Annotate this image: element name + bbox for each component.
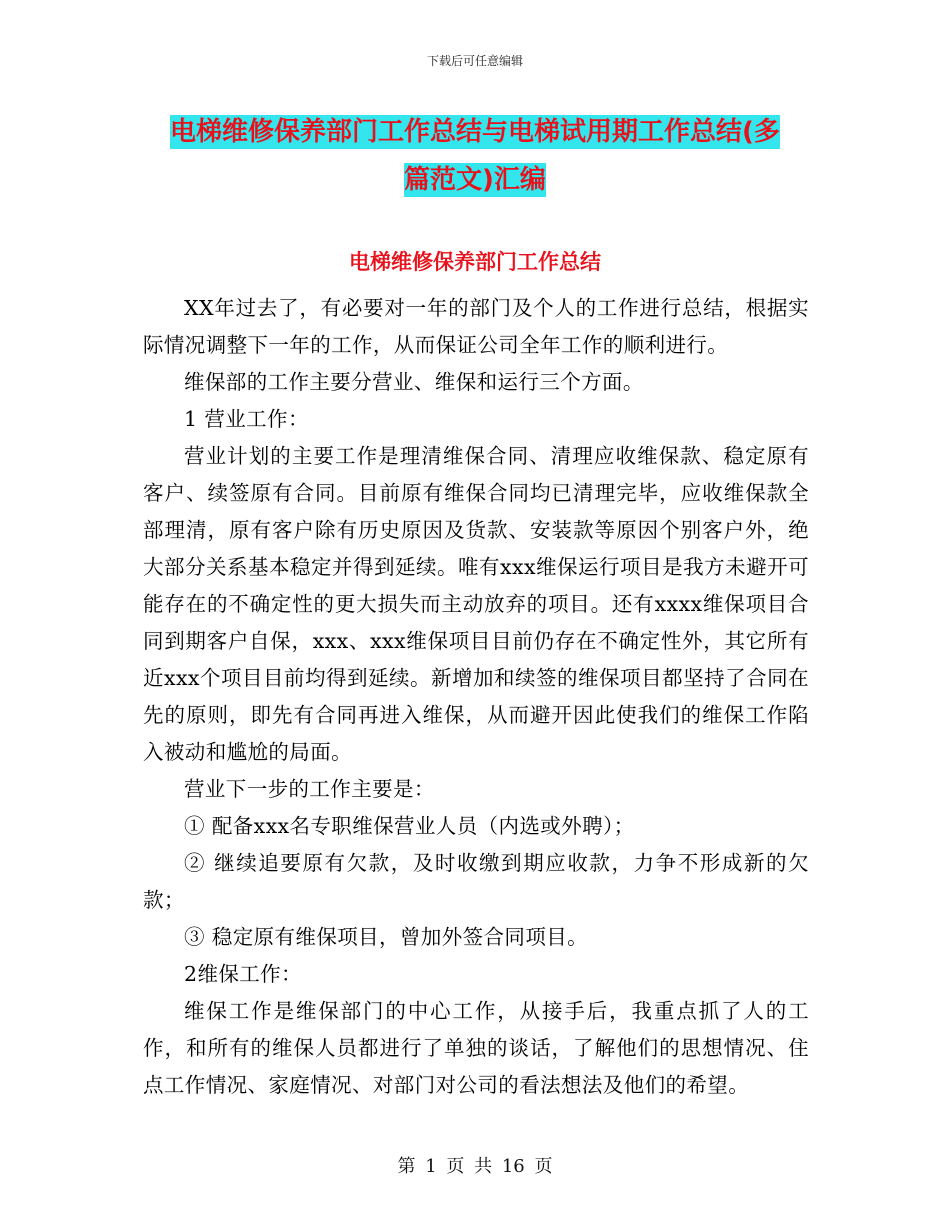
body-paragraph: 维保工作是维保部门的中心工作，从接手后，我重点抓了人的工作，和所有的维保人员都进行了单独的谈话，了解他们的思想情况、住点工作情况、家庭情况、对部门对公司的看法想法及他们的希望。 [143,999,809,1097]
body-paragraph: XX年过去了，有必要对一年的部门及个人的工作进行总结，根据实际情况调整下一年的工作，从而保证公司全年工作的顺利进行。 [143,296,809,357]
body-paragraph: ① 配备xxx名专职维保营业人员（内选或外聘）； [184,814,635,838]
body-paragraph: 营业下一步的工作主要是： [184,777,435,801]
header-note: 下载后可任意编辑 [426,54,523,68]
page-number: 第 1 页 共 16 页 [397,1156,553,1177]
body-paragraph: ② 继续追要原有欠款，及时收缴到期应收款，力争不形成新的欠款； [143,851,809,912]
body-paragraph: 维保部的工作主要分营业、维保和运行三个方面。 [184,370,644,394]
body-paragraph: 营业计划的主要工作是理清维保合同、清理应收维保款、稳定原有客户、续签原有合同。目前原有维保合同均已清理完毕，应收维保款全部理清，原有客户除有历史原因及货款、安装款等原因个别客户外，绝大部分关系基本稳定并得到延续。唯有xxx维保运行项目是我方未避开可能存在的不确定性的更大损失而主动放弃的项目。还有xxxx维保项目合同到期客户自保，xxx、xxx维保项目目前仍存在不确定性外，其它所有近xxx个项目目前均得到延续。新增加和续签的维保项目都坚持了合同在先的原则，即先有合同再进入维保，从而避开因此使我们的维保工作陷入被动和尴尬的局面。 [143,444,809,764]
document-title-line-1: 电梯维修保养部门工作总结与电梯试用期工作总结(多 [170,117,780,147]
document-title-line-2: 篇范文)汇编 [404,165,546,195]
document-title [140,108,810,204]
body-paragraph: ③ 稳定原有维保项目，曾加外签合同项目。 [184,925,589,949]
document-body [143,290,809,1104]
section-heading: 电梯维修保养部门工作总结 [349,250,601,274]
body-paragraph: 2维保工作： [184,962,302,986]
body-paragraph: 1 营业工作： [184,407,309,431]
